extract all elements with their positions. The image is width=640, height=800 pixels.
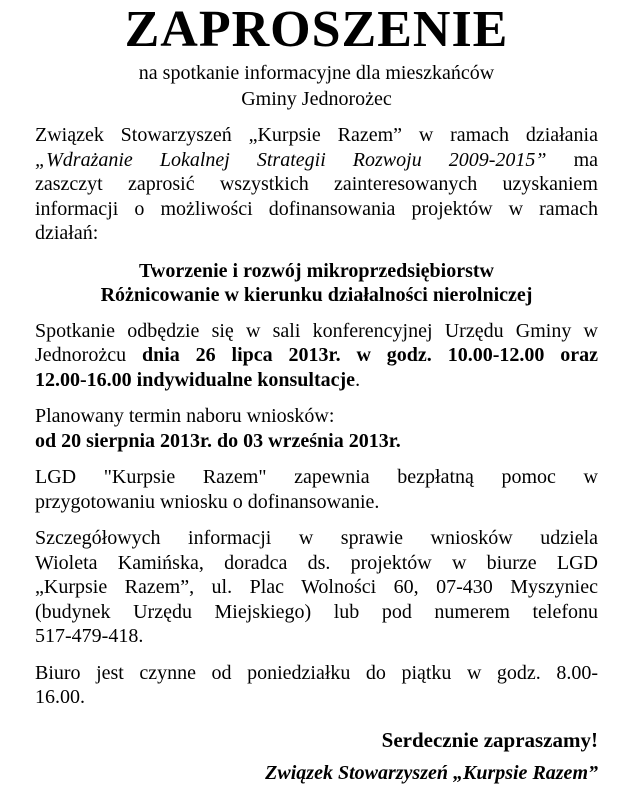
actions-list: [35, 259, 598, 307]
details-paragraph: [35, 526, 598, 649]
meeting-line-2: [35, 343, 598, 368]
office-hours-paragraph: [35, 661, 598, 710]
meeting-period: .: [355, 368, 361, 391]
subtitle: [35, 60, 598, 112]
help-paragraph: [35, 465, 598, 514]
details-line-4: (budynek Urzędu Miejskiego) lub pod numerem telefonu: [35, 600, 598, 623]
signature: Związek Stowarzyszeń „Kurpsie Razem”: [265, 761, 598, 784]
details-line-3: „Kurpsie Razem”, ul. Plac Wolności 60, 07-430 Myszyniec: [35, 576, 598, 598]
subtitle-line-2: Gminy Jednorożec: [241, 88, 392, 110]
program-name: „Wdrażanie Lokalnej Strategii Rozwoju 2009-2015”: [35, 148, 547, 171]
document-title: ZAPROSZENIE: [124, 1, 509, 58]
consultation-hours: 12.00-16.00 indywidualne konsultacje: [35, 368, 356, 391]
help-line-2: przygotowaniu wniosku o dofinansowanie.: [35, 490, 380, 513]
intro-line-5: działań:: [35, 222, 99, 244]
help-line-1: LGD "Kurpsie Razem" zapewnia bezpłatną pomoc w: [35, 466, 598, 488]
intro-line-2-end: ma: [573, 148, 598, 171]
details-line-2: Wioleta Kamińska, doradca ds. projektów w biurze LGD: [35, 551, 598, 574]
meeting-paragraph: [35, 319, 598, 393]
intro-line-2: [35, 148, 598, 173]
action-item-1: Tworzenie i rozwój mikroprzedsiębiorstw: [139, 259, 494, 282]
recruitment-paragraph: [35, 404, 598, 453]
subtitle-line-1: na spotkanie informacyjne dla mieszkańców: [138, 62, 495, 84]
phone-number: 517-479-418.: [35, 625, 144, 647]
intro-line-3: zaszczyt zaprosić wszystkich zainteresowanych uzyskaniem: [35, 173, 598, 195]
office-hours-line-1: Biuro jest czynne od poniedziałku do piątku w godz. 8.00-: [35, 661, 598, 684]
meeting-line-1: Spotkanie odbędzie się w sali konferencyjnej Urzędu Gminy w: [35, 319, 598, 342]
meeting-line-3: [35, 368, 598, 393]
office-hours-line-2: 16.00.: [35, 686, 85, 708]
recruitment-label: Planowany termin naboru wniosków:: [35, 405, 335, 427]
meeting-place: Jednorożcu: [35, 344, 142, 366]
closing-greeting: Serdecznie zapraszamy!: [381, 727, 598, 752]
action-item-2: Różnicowanie w kierunku działalności nierolniczej: [100, 283, 533, 306]
recruitment-dates: od 20 sierpnia 2013r. do 03 września 2013r.: [35, 429, 401, 452]
intro-line-4: informacji o możliwości dofinansowania projektów w ramach: [35, 197, 598, 220]
intro-paragraph: [35, 123, 598, 246]
intro-line-1: Związek Stowarzyszeń „Kurpsie Razem” w ramach działania: [35, 124, 598, 146]
meeting-date-time: dnia 26 lipca 2013r. w godz. 10.00-12.00 oraz: [141, 344, 598, 366]
details-line-1: Szczegółowych informacji w sprawie wniosków udziela: [35, 527, 598, 549]
